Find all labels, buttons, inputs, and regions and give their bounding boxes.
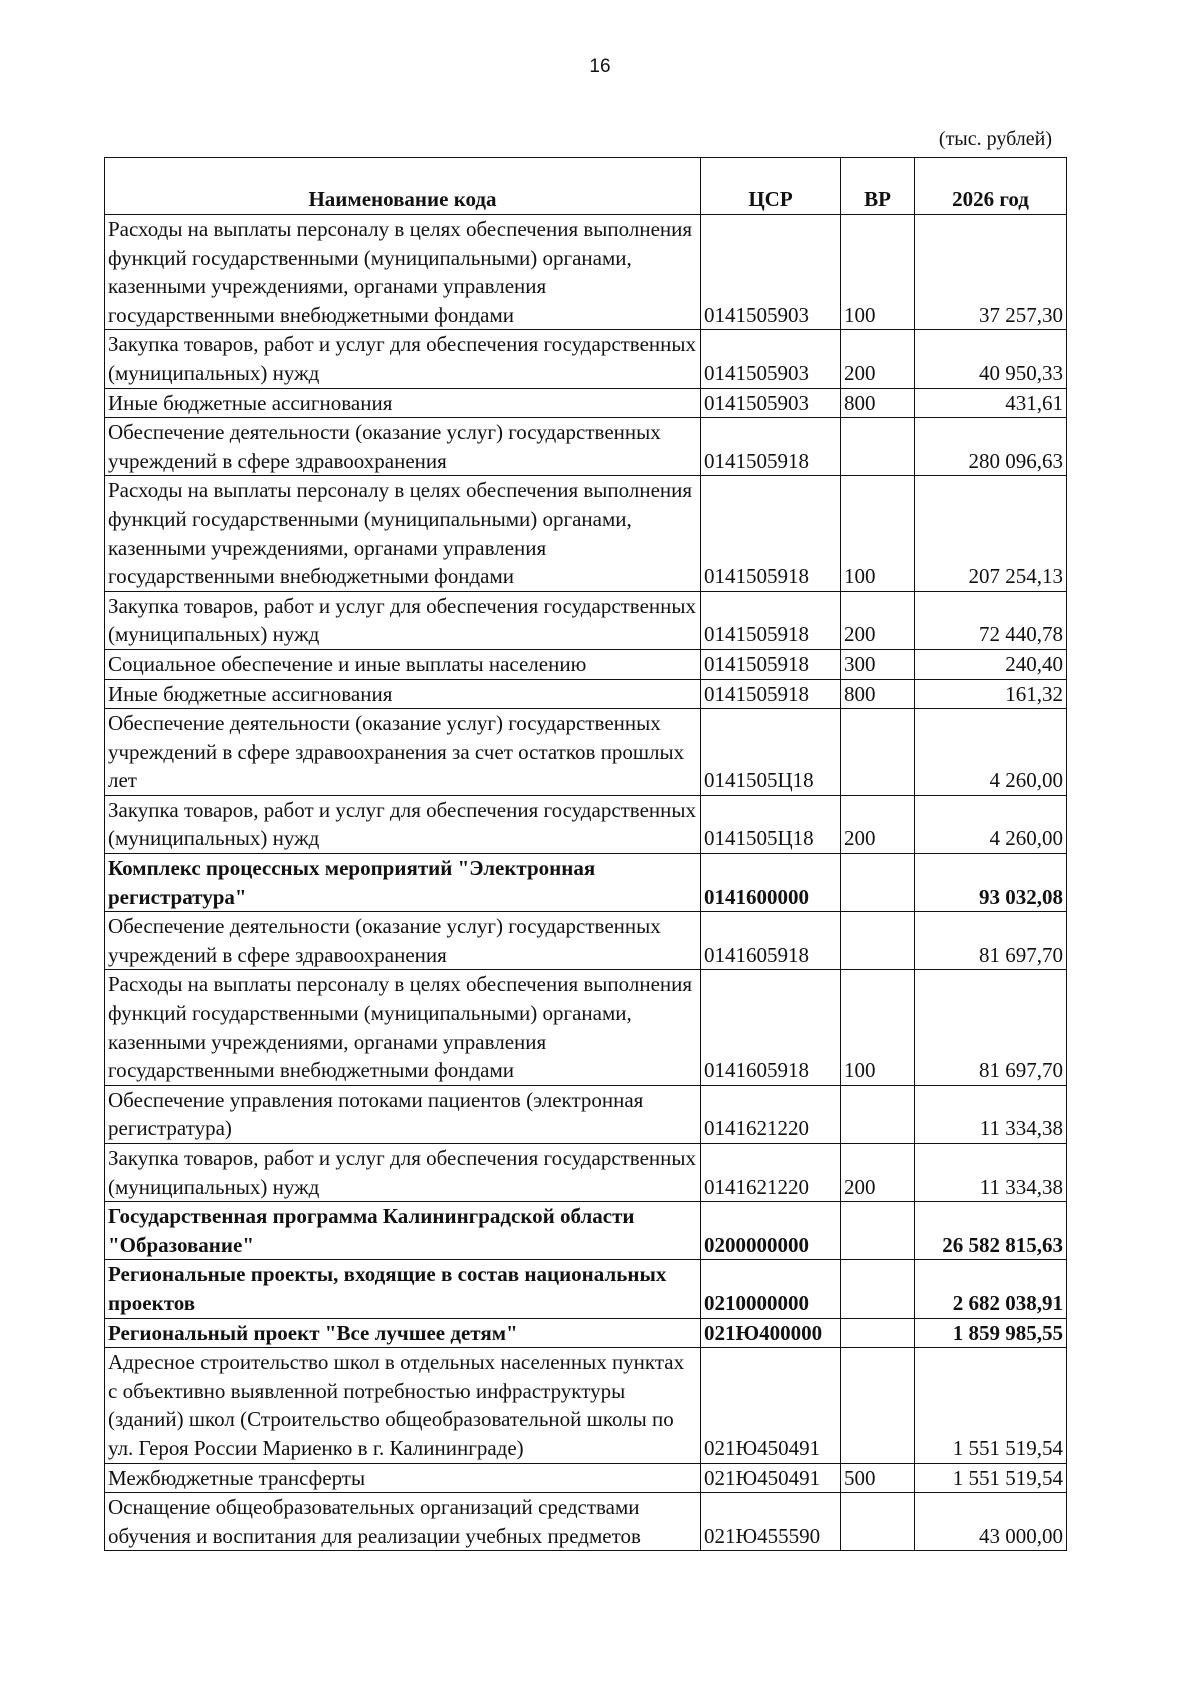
row-amount: 11 334,38 [915,1144,1067,1202]
row-name: Межбюджетные трансферты [105,1463,701,1493]
row-csr: 0141505918 [701,649,841,679]
row-name: Государственная программа Калининградской области "Образование" [105,1202,701,1260]
header-csr: ЦСР [701,158,841,215]
row-vr [841,1260,915,1318]
table-row [105,215,1067,330]
row-amount: 4 260,00 [915,709,1067,796]
row-name: Социальное обеспечение и иные выплаты населению [105,649,701,679]
row-vr: 800 [841,679,915,709]
table-row [105,1085,1067,1143]
row-csr: 021Ю450491 [701,1463,841,1493]
table-header-row [105,158,1067,215]
row-csr: 0141505918 [701,476,841,591]
row-vr [841,912,915,970]
row-vr: 200 [841,330,915,388]
row-name: Закупка товаров, работ и услуг для обеспечения государственных (муниципальных) нужд [105,795,701,853]
row-csr: 0141505Ц18 [701,709,841,796]
table-row [105,1348,1067,1463]
table-row [105,679,1067,709]
row-vr: 500 [841,1463,915,1493]
page-number: 16 [589,56,611,77]
row-csr: 0141605918 [701,970,841,1085]
table-row [105,330,1067,388]
header-vr: ВР [841,158,915,215]
row-vr [841,709,915,796]
units-label: (тыс. рублей) [938,128,1052,150]
row-name: Расходы на выплаты персоналу в целях обеспечения выполнения функций государственными (муниципальными) органами, казенными учреждениями, органами управления государственными внебюджетными фондами [105,476,701,591]
row-csr: 0141505903 [701,215,841,330]
row-csr: 0141505903 [701,330,841,388]
row-name: Закупка товаров, работ и услуг для обеспечения государственных (муниципальных) нужд [105,591,701,649]
table-row [105,1144,1067,1202]
table-row [105,1493,1067,1551]
table-body [105,215,1067,1551]
table-row [105,591,1067,649]
row-amount: 26 582 815,63 [915,1202,1067,1260]
row-vr [841,1318,915,1348]
row-csr: 0141505Ц18 [701,795,841,853]
row-vr [841,1493,915,1551]
row-vr [841,854,915,912]
row-name: Обеспечение деятельности (оказание услуг) государственных учреждений в сфере здравоохранения [105,912,701,970]
row-name: Комплекс процессных мероприятий "Электронная регистратура" [105,854,701,912]
row-vr [841,418,915,476]
row-amount: 43 000,00 [915,1493,1067,1551]
row-amount: 431,61 [915,388,1067,418]
table-row [105,854,1067,912]
row-amount: 1 551 519,54 [915,1463,1067,1493]
row-amount: 11 334,38 [915,1085,1067,1143]
row-vr [841,1202,915,1260]
table-row [105,388,1067,418]
header-year: 2026 год [915,158,1067,215]
table-row [105,1463,1067,1493]
table-row [105,1260,1067,1318]
row-amount: 81 697,70 [915,912,1067,970]
row-vr: 200 [841,591,915,649]
table-row [105,970,1067,1085]
row-csr: 021Ю455590 [701,1493,841,1551]
row-name: Региональные проекты, входящие в состав национальных проектов [105,1260,701,1318]
row-amount: 280 096,63 [915,418,1067,476]
row-amount: 4 260,00 [915,795,1067,853]
row-vr: 300 [841,649,915,679]
row-csr: 0210000000 [701,1260,841,1318]
row-amount: 161,32 [915,679,1067,709]
row-name: Обеспечение деятельности (оказание услуг) государственных учреждений в сфере здравоохранения [105,418,701,476]
row-csr: 0141605918 [701,912,841,970]
row-csr: 0200000000 [701,1202,841,1260]
row-name: Обеспечение деятельности (оказание услуг) государственных учреждений в сфере здравоохранения за счет остатков прошлых лет [105,709,701,796]
table-row [105,649,1067,679]
row-vr: 800 [841,388,915,418]
row-csr: 021Ю400000 [701,1318,841,1348]
row-vr: 200 [841,1144,915,1202]
header-name: Наименование кода [105,158,701,215]
row-amount: 2 682 038,91 [915,1260,1067,1318]
table-row [105,709,1067,796]
row-amount: 37 257,30 [915,215,1067,330]
table-row [105,418,1067,476]
row-vr: 100 [841,215,915,330]
row-amount: 1 551 519,54 [915,1348,1067,1463]
row-vr [841,1348,915,1463]
row-csr: 0141600000 [701,854,841,912]
row-name: Расходы на выплаты персоналу в целях обеспечения выполнения функций государственными (муниципальными) органами, казенными учреждениями, органами управления государственными внебюджетными фондами [105,215,701,330]
row-csr: 0141621220 [701,1144,841,1202]
row-vr: 100 [841,970,915,1085]
row-name: Иные бюджетные ассигнования [105,388,701,418]
row-name: Расходы на выплаты персоналу в целях обеспечения выполнения функций государственными (муниципальными) органами, казенными учреждениями, органами управления государственными внебюджетными фондами [105,970,701,1085]
row-vr: 200 [841,795,915,853]
row-amount: 93 032,08 [915,854,1067,912]
table-row [105,912,1067,970]
row-amount: 240,40 [915,649,1067,679]
row-csr: 021Ю450491 [701,1348,841,1463]
table-row [105,476,1067,591]
table-row [105,1202,1067,1260]
row-amount: 81 697,70 [915,970,1067,1085]
row-name: Закупка товаров, работ и услуг для обеспечения государственных (муниципальных) нужд [105,330,701,388]
row-amount: 40 950,33 [915,330,1067,388]
row-csr: 0141505903 [701,388,841,418]
row-vr [841,1085,915,1143]
row-amount: 1 859 985,55 [915,1318,1067,1348]
row-name: Региональный проект "Все лучшее детям" [105,1318,701,1348]
row-csr: 0141505918 [701,679,841,709]
row-name: Оснащение общеобразовательных организаций средствами обучения и воспитания для реализации учебных предметов [105,1493,701,1551]
row-csr: 0141505918 [701,591,841,649]
row-vr: 100 [841,476,915,591]
row-name: Иные бюджетные ассигнования [105,679,701,709]
table-row [105,1318,1067,1348]
row-csr: 0141505918 [701,418,841,476]
row-csr: 0141621220 [701,1085,841,1143]
row-amount: 207 254,13 [915,476,1067,591]
row-name: Закупка товаров, работ и услуг для обеспечения государственных (муниципальных) нужд [105,1144,701,1202]
table-row [105,795,1067,853]
row-name: Адресное строительство школ в отдельных населенных пунктах с объективно выявленной потребностью инфраструктуры (зданий) школ (Строительство общеобразовательной школы по ул. Героя России Мариенко в г. Калининграде) [105,1348,701,1463]
row-amount: 72 440,78 [915,591,1067,649]
budget-table [104,157,1067,1551]
row-name: Обеспечение управления потоками пациентов (электронная регистратура) [105,1085,701,1143]
